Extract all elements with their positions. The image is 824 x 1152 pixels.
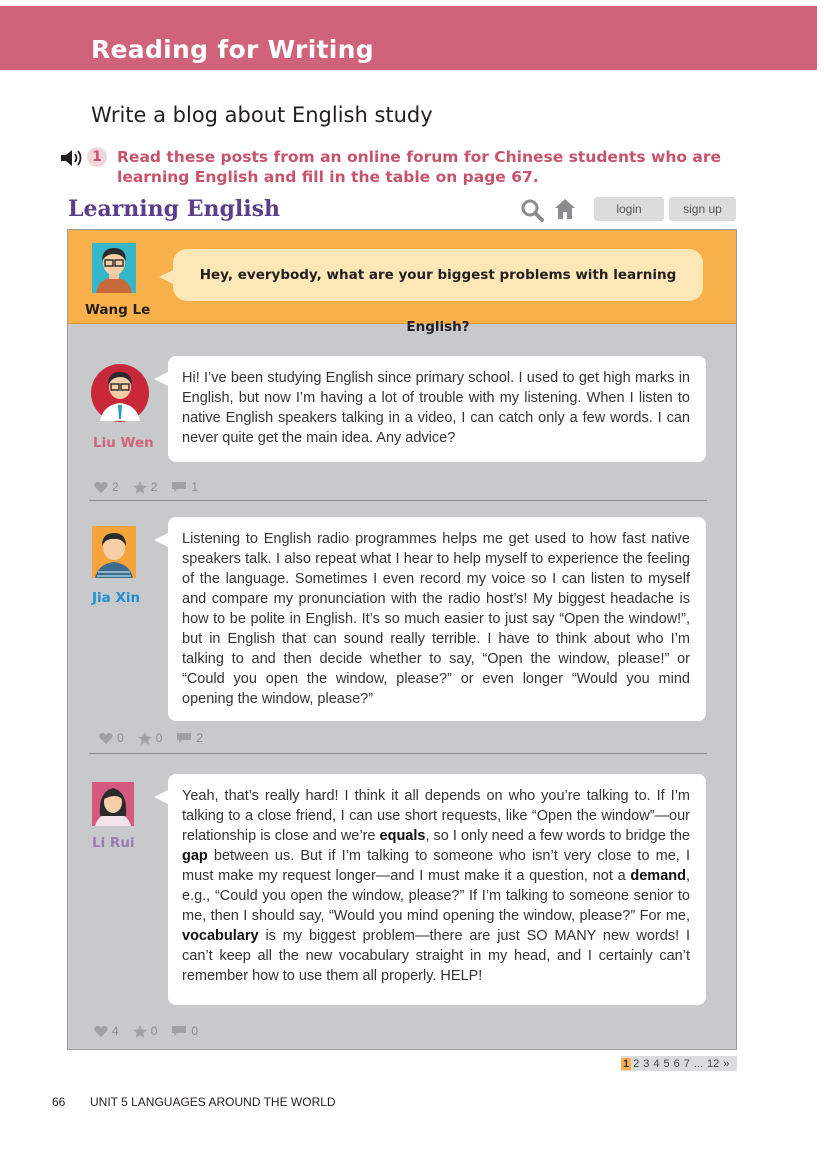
task-number: 1 — [87, 147, 107, 167]
question-bubble — [173, 249, 703, 335]
like-count: 0 — [117, 731, 124, 745]
liu-wen-avatar — [91, 363, 149, 423]
task-instruction: Read these posts from an online forum for Chinese students who are learning English and fill in the table on page 67. — [117, 148, 722, 186]
post-author-jia-xin: Jia Xin — [92, 590, 141, 606]
search-icon[interactable] — [520, 198, 544, 222]
post-divider — [89, 753, 707, 754]
login-button[interactable]: login — [594, 197, 664, 221]
post-text-li-rui: Yeah, that’s really hard! I think it all depends on who you’re talking to. If I’m talking to a close friend, I can use short requests, like “Open the window”—our relationship is close and we’re equals, so I only need a few words to bridge the gap between us. But if I’m talking to someone who isn’t very close to me, I must make my request longer—and I must make it a question, not a demand, e.g., “Could you open the window, please?” If I’m talking to someone senior to me, then I should say, “Would you mind opening the window, please?” For me, vocabulary is my biggest problem—there are just SO MANY new words! I can’t keep all the new vocabulary straight in my head, and I certainly can’t remember how to use them all properly. HELP! — [182, 788, 690, 984]
page-link[interactable]: 3 — [643, 1057, 650, 1070]
page-subtitle: Write a blog about English study — [91, 103, 433, 127]
li-rui-avatar — [92, 782, 134, 826]
comment-count: 1 — [191, 480, 199, 494]
post-bubble — [168, 356, 706, 462]
comment-stat[interactable] — [171, 480, 198, 494]
comment-icon — [171, 1025, 187, 1037]
post-author-li-rui: Li Rui — [92, 835, 135, 851]
star-icon — [138, 732, 152, 745]
unit-title: UNIT 5 LANGUAGES AROUND THE WORLD — [90, 1095, 336, 1109]
post-text-liu-wen: Hi! I’ve been studying English since primary school. I used to get high marks in English, but now I’m having a lot of trouble with my listening. When I listen to native English speakers talking in a video, I can catch only a few words. I can never quite get the main idea. Any advice? — [182, 370, 690, 446]
star-count: 0 — [150, 1024, 158, 1038]
page-number: 66 — [52, 1095, 66, 1109]
like-stat[interactable] — [99, 731, 124, 745]
home-icon[interactable] — [554, 197, 576, 221]
post-bubble — [168, 774, 706, 1005]
comment-icon — [176, 732, 192, 744]
page-link[interactable]: 12 — [707, 1057, 720, 1070]
question-author: Wang Le — [85, 302, 151, 318]
post-stats — [94, 479, 212, 495]
page-link[interactable]: 6 — [673, 1057, 680, 1070]
page-ellipsis: ... — [693, 1057, 704, 1070]
like-stat[interactable] — [94, 480, 119, 494]
section-title: Reading for Writing — [91, 35, 374, 64]
comment-icon — [171, 481, 187, 493]
wang-le-avatar — [92, 243, 136, 293]
question-band — [68, 230, 736, 335]
heart-icon — [99, 732, 113, 744]
section-banner — [0, 6, 817, 70]
signup-button[interactable]: sign up — [669, 197, 736, 221]
forum-panel — [67, 229, 737, 1050]
post-author-liu-wen: Liu Wen — [93, 435, 154, 451]
like-count: 2 — [112, 480, 119, 494]
star-icon — [133, 481, 147, 494]
pagination — [621, 1056, 737, 1071]
like-stat[interactable] — [94, 1024, 119, 1038]
question-text: Hey, everybody, what are your biggest problems with learning English? — [199, 267, 677, 335]
next-page-button[interactable]: » — [723, 1057, 730, 1070]
post-stats — [94, 1023, 212, 1039]
page-link[interactable]: 7 — [683, 1057, 690, 1070]
post-bubble — [168, 517, 706, 721]
post-divider — [89, 500, 707, 501]
post-stats — [99, 730, 217, 746]
comment-stat[interactable] — [176, 731, 203, 745]
speaker-icon[interactable] — [60, 148, 84, 168]
star-icon — [133, 1025, 147, 1038]
like-count: 4 — [112, 1024, 119, 1038]
page-link[interactable]: 5 — [663, 1057, 670, 1070]
heart-icon — [94, 481, 108, 493]
star-stat[interactable] — [133, 480, 158, 494]
star-count: 0 — [155, 731, 163, 745]
comment-count: 0 — [191, 1024, 199, 1038]
heart-icon — [94, 1025, 108, 1037]
page-link-current[interactable]: 1 — [623, 1057, 630, 1070]
star-count: 2 — [150, 480, 158, 494]
forum-site-title: Learning English — [68, 196, 280, 222]
comment-stat[interactable] — [171, 1024, 198, 1038]
jia-xin-avatar — [92, 526, 136, 578]
comment-count: 2 — [196, 731, 204, 745]
star-stat[interactable] — [138, 731, 163, 745]
page-link[interactable]: 2 — [633, 1057, 640, 1070]
post-text-jia-xin: Listening to English radio programmes helps me get used to how fast native speakers talk. I also repeat what I hear to help myself to experience the feeling of the language. Sometimes I even record my voice so I can listen to myself and compare my pronunciation with the radio host’s! My biggest headache is how to be polite in English. It’s so much easier to just say “Open the window!”, but in English that can sound really terrible. I have to think about who I’m talking to and then decide whether to say, “Open the window, please!” or “Could you open the window, please?” or even longer “Would you mind opening the window, please?” — [182, 531, 690, 707]
star-stat[interactable] — [133, 1024, 158, 1038]
page-link[interactable]: 4 — [653, 1057, 660, 1070]
